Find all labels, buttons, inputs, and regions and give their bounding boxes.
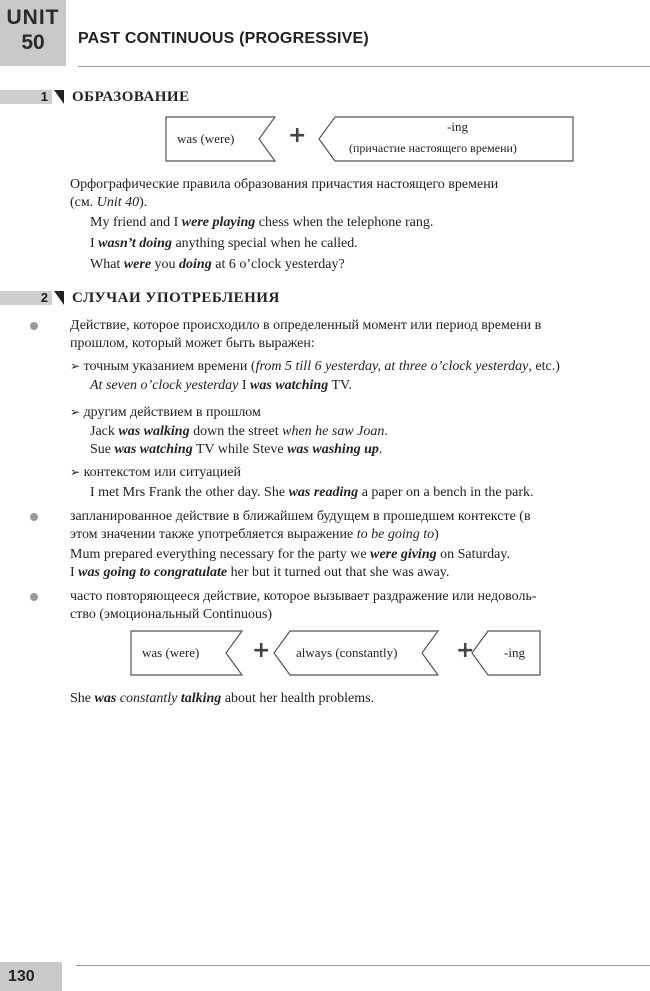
usage-2-example-2 [70, 564, 449, 582]
page-number: 130 [0, 962, 62, 991]
example-verb: was walking [118, 424, 190, 439]
example-2 [90, 235, 358, 253]
section-2-marker-icon [54, 291, 64, 305]
subpoint-text: контекстом или ситуацией [83, 465, 242, 480]
example-text: on Saturday. [436, 547, 510, 562]
section-2-title: СЛУЧАИ УПОТРЕБЛЕНИЯ [72, 289, 280, 306]
header-divider [78, 66, 650, 67]
formula-2-cell-3: -ing [504, 645, 525, 660]
arrow-bullet-icon: ➢ [70, 405, 81, 419]
example-text: her but it turned out that she was away. [227, 565, 450, 580]
usage-text: этом значении также употребляется выражение [70, 527, 357, 542]
example-text: I [90, 236, 99, 251]
example-verb: wasn’t doing [98, 236, 172, 251]
unit-number: 50 [21, 31, 45, 54]
subpoint-text: точным указанием времени ( [83, 359, 256, 374]
formula-1-cell-1: was (were) [177, 131, 235, 146]
example-verb: was washing up [287, 442, 379, 457]
example-text: anything special when he called. [171, 236, 358, 251]
example-text: Mum prepared everything necessary for the party we [70, 547, 371, 562]
usage-2-line-1: запланированное действие в ближайшем будущем в прошедшем контексте (в [70, 509, 531, 524]
formula-1-cell-2-top: -ing [447, 119, 468, 134]
example-text: Sue [90, 442, 115, 457]
unit-label: UNIT [6, 6, 60, 29]
example-text: I met Mrs Frank the other day. She [90, 485, 289, 500]
example-text: I [238, 378, 251, 393]
subpoint-text: , etc.) [528, 359, 560, 374]
usage-3-line-2: ство (эмоциональный Continuous) [70, 607, 273, 622]
final-example [70, 690, 374, 708]
subpoint-3 [70, 463, 241, 482]
subpoint-2-example-2 [90, 441, 382, 459]
formula-1-cell-2-bottom: (причастие настоящего времени) [349, 141, 517, 155]
example-text: I [70, 565, 79, 580]
usage-text: ) [434, 527, 439, 542]
example-verb: were giving [370, 547, 437, 562]
section-1-heading [0, 86, 190, 108]
example-text: . [378, 442, 383, 457]
bullet-icon [30, 322, 38, 330]
usage-3-line-1: часто повторяющееся действие, которое вызывает раздражение или недоволь- [70, 589, 537, 604]
usage-1-line-2: прошлом, который может быть выражен: [70, 336, 315, 351]
spelling-note-line-1: Орфографические правила образования причастия настоящего времени [70, 177, 499, 192]
arrow-bullet-icon: ➢ [70, 359, 81, 373]
example-text: at 6 o’clock yesterday? [211, 257, 345, 272]
example-text: TV while Steve [192, 442, 288, 457]
page-title: PAST CONTINUOUS (PROGRESSIVE) [78, 30, 369, 47]
example-text: about her health problems. [221, 691, 375, 706]
usage-1-line-1: Действие, которое происходило в определенный момент или период времени в [70, 318, 542, 333]
subpoint-2-example-1 [90, 423, 388, 441]
example-text: you [151, 257, 180, 272]
formula-2-plus-1: + [252, 638, 271, 663]
section-1-bar [0, 90, 52, 104]
example-verb: was watching [250, 378, 329, 393]
note-text: ). [139, 195, 148, 210]
formula-1-plus: + [288, 123, 307, 148]
subpoint-3-example [90, 484, 534, 502]
example-verb: was reading [288, 485, 359, 500]
section-1-number: 1 [40, 89, 48, 104]
section-2-bar [0, 291, 52, 305]
usage-2-line-2 [70, 526, 439, 544]
example-italic: when he saw Joan [282, 424, 385, 439]
example-text: a paper on a bench in the park. [358, 485, 534, 500]
unit-reference-link: Unit 40 [96, 195, 140, 210]
example-verb: were playing [181, 215, 256, 230]
example-verb: were [123, 257, 152, 272]
subpoint-text: другим действием в прошлом [83, 405, 261, 420]
example-italic: constantly [119, 691, 178, 706]
example-text: She [70, 691, 95, 706]
example-text: chess when the telephone rang. [255, 215, 434, 230]
bullet-icon [30, 593, 38, 601]
example-1 [90, 214, 433, 232]
section-2-number: 2 [40, 290, 48, 305]
example-text: What [90, 257, 124, 272]
footer-divider [76, 965, 650, 966]
formula-2-cell-1: was (were) [142, 645, 200, 660]
usage-italic: to be going to [356, 527, 435, 542]
subpoint-2 [70, 403, 261, 422]
example-italic: At seven o’clock yesterday [90, 378, 239, 393]
subpoint-1 [70, 357, 560, 376]
subpoint-1-example [90, 377, 352, 395]
example-3 [90, 256, 345, 274]
example-text: . [384, 424, 388, 439]
formula-2-cell-2: always (constantly) [296, 645, 398, 660]
example-text: TV. [328, 378, 352, 393]
note-text: (см. [70, 195, 97, 210]
section-1-title: ОБРАЗОВАНИЕ [72, 88, 190, 105]
example-verb: was [94, 691, 117, 706]
example-verb: talking [180, 691, 222, 706]
subpoint-italic: from 5 till 6 yesterday, at three o’clock yesterday [255, 359, 529, 374]
spelling-note-line-2 [70, 194, 147, 212]
section-2-heading [0, 287, 280, 309]
arrow-bullet-icon: ➢ [70, 465, 81, 479]
usage-2-example-1 [70, 546, 510, 564]
example-text: down the street [189, 424, 283, 439]
formula-2-plus-2: + [456, 638, 475, 663]
example-text: My friend and I [90, 215, 182, 230]
example-verb: doing [179, 257, 212, 272]
bullet-icon [30, 513, 38, 521]
example-text: Jack [90, 424, 119, 439]
example-verb: was going to congratulate [78, 565, 228, 580]
example-verb: was watching [114, 442, 193, 457]
section-1-marker-icon [54, 90, 64, 104]
unit-badge [0, 0, 66, 66]
